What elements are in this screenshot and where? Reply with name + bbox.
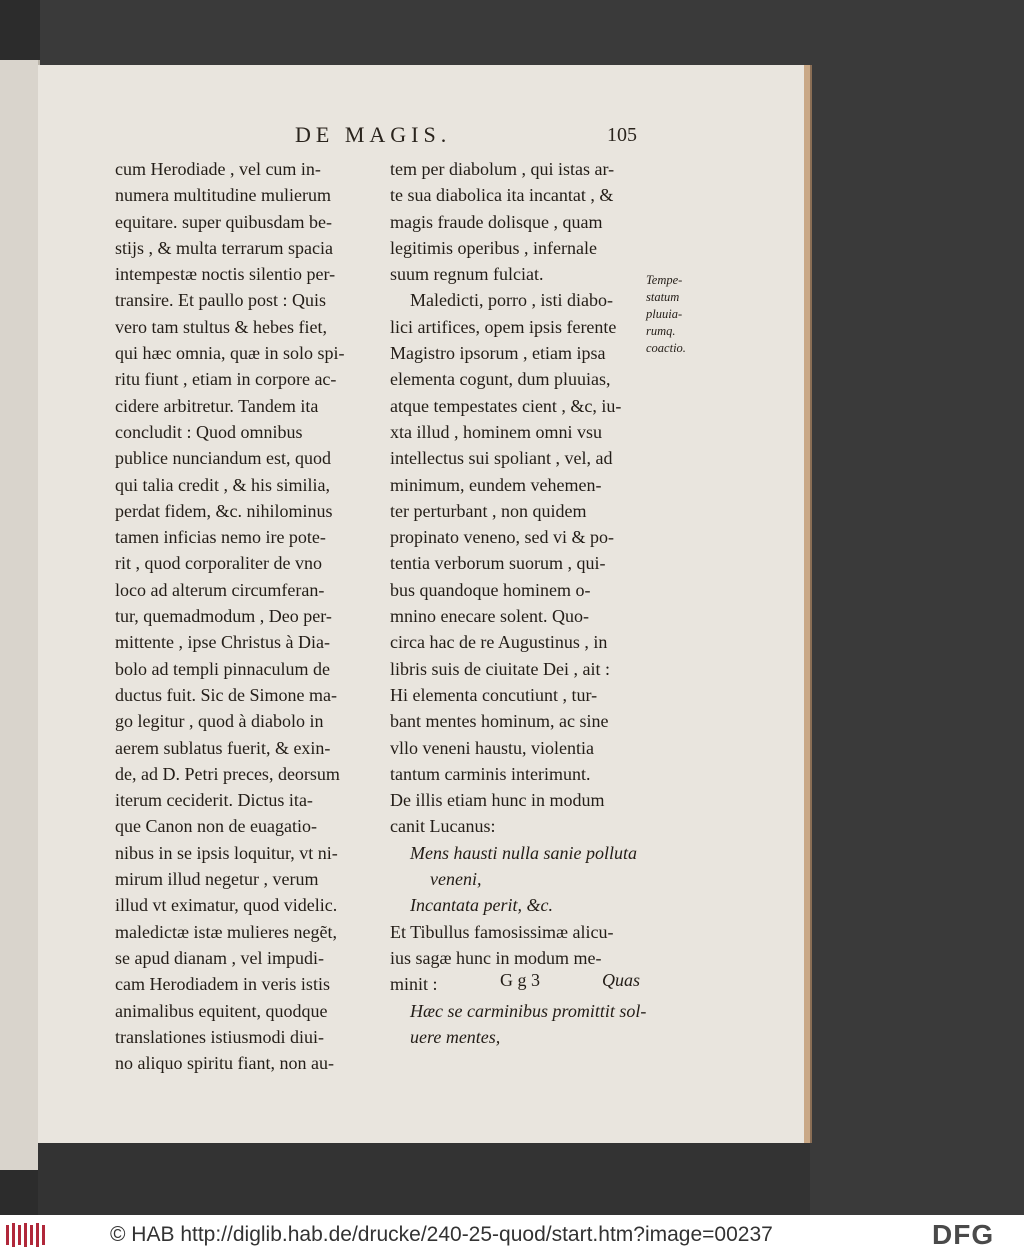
text-line: propinato veneno, sed vi & po- xyxy=(390,527,614,548)
text-line: Maledicti, porro , isti diabo- xyxy=(410,290,613,311)
text-line: maledictæ istæ mulieres negẽt, xyxy=(115,921,337,942)
text-line: animalibus equitent, quodque xyxy=(115,1000,328,1021)
text-line: magis fraude dolisque , quam xyxy=(390,211,603,232)
text-line: atque tempestates cient , &c, iu- xyxy=(390,395,622,416)
text-line: no aliquo spiritu fiant, non au- xyxy=(115,1053,334,1074)
text-line: minit : xyxy=(390,974,438,995)
page-shadow xyxy=(38,1143,810,1215)
text-line: se apud dianam , vel impudi- xyxy=(115,947,324,968)
signature-mark: G g 3 xyxy=(500,970,540,990)
text-line: qui hæc omnia, quæ in solo spi- xyxy=(115,343,345,364)
right-text-column xyxy=(390,156,646,1050)
text-line: qui talia credit , & his similia, xyxy=(115,474,330,495)
text-line: nibus in se ipsis loquitur, vt ni- xyxy=(115,842,338,863)
text-line: bant mentes hominum, ac sine xyxy=(390,711,609,732)
hab-logo-icon xyxy=(4,1221,46,1249)
text-line: aerem sublatus fuerit, & exin- xyxy=(115,737,331,758)
text-line: ter perturbant , non quidem xyxy=(390,500,587,521)
running-head: DE MAGIS. xyxy=(295,122,452,147)
text-line: te sua diabolica ita incantat , & xyxy=(390,185,614,206)
left-text-column xyxy=(115,156,345,1076)
text-line: iterum ceciderit. Dictus ita- xyxy=(115,790,313,811)
text-line: Et Tibullus famosissimæ alicu- xyxy=(390,921,614,942)
text-line: tantum carminis interimunt. xyxy=(390,763,591,784)
text-line: cam Herodiadem in veris istis xyxy=(115,974,330,995)
text-line: vllo veneni haustu, violentia xyxy=(390,737,594,758)
text-line: minimum, eundem vehemen- xyxy=(390,474,602,495)
text-line: illud vt eximatur, quod videlic. xyxy=(115,895,338,916)
text-line: de, ad D. Petri preces, deorsum xyxy=(115,763,340,784)
text-line: intellectus sui spoliant , vel, ad xyxy=(390,448,613,469)
marginal-note-line: rumq. xyxy=(646,324,676,338)
text-line: Hi elementa concutiunt , tur- xyxy=(390,684,598,705)
text-line: Incantata perit, &c. xyxy=(410,895,553,916)
text-line: cum Herodiade , vel cum in- xyxy=(115,159,321,179)
text-line: libris suis de ciuitate Dei , ait : xyxy=(390,658,610,679)
text-line: ritu fiunt , etiam in corpore ac- xyxy=(115,369,337,390)
footer-bar xyxy=(0,1215,1024,1255)
text-line: bus quandoque hominem o- xyxy=(390,579,591,600)
text-line: bolo ad templi pinnaculum de xyxy=(115,658,330,679)
text-line: tur, quemadmodum , Deo per- xyxy=(115,606,332,627)
text-line: equitare. super quibusdam be- xyxy=(115,211,332,232)
marginal-note-line: coactio. xyxy=(646,341,686,355)
text-line: De illis etiam hunc in modum xyxy=(390,790,605,811)
text-line: translationes istiusmodi diui- xyxy=(115,1026,324,1047)
text-line: publice nunciandum est, quod xyxy=(115,448,331,469)
text-line: xta illud , hominem omni vsu xyxy=(390,421,602,442)
text-line: mittente , ipse Christus à Dia- xyxy=(115,632,330,653)
text-line: circa hac de re Augustinus , in xyxy=(390,632,608,653)
text-line: legitimis operibus , infernale xyxy=(390,237,597,258)
text-line: ductus fuit. Sic de Simone ma- xyxy=(115,684,337,705)
text-line: Mens hausti nulla sanie polluta xyxy=(410,842,637,863)
text-line: concludit : Quod omnibus xyxy=(115,421,303,442)
marginal-note xyxy=(646,272,686,357)
previous-page-edge xyxy=(0,60,40,1170)
text-line: vero tam stultus & hebes fiet, xyxy=(115,316,327,337)
text-line: lici artifices, opem ipsis ferente xyxy=(390,316,617,337)
text-line: numera multitudine mulierum xyxy=(115,185,331,206)
text-line: que Canon non de euagatio- xyxy=(115,816,317,837)
page-number: 105 xyxy=(607,124,637,146)
text-line: go legitur , quod à diabolo in xyxy=(115,711,324,732)
text-line: mirum illud negetur , verum xyxy=(115,869,319,890)
text-line: veneni, xyxy=(430,869,482,890)
text-line: tentia verborum suorum , qui- xyxy=(390,553,606,574)
catchword: Quas xyxy=(602,970,641,990)
text-line: stijs , & multa terrarum spacia xyxy=(115,237,333,258)
text-line: cidere arbitretur. Tandem ita xyxy=(115,395,319,416)
text-line: suum regnum fulciat. xyxy=(390,264,544,285)
text-line: ius sagæ hunc in modum me- xyxy=(390,947,602,968)
text-line: perdat fidem, &c. nihilominus xyxy=(115,500,333,521)
copyright-link[interactable]: © HAB http://diglib.hab.de/drucke/240-25-quod/start.htm?image=00237 xyxy=(110,1223,773,1246)
text-line: transire. Et paullo post : Quis xyxy=(115,290,326,311)
text-line: intempestæ noctis silentio per- xyxy=(115,264,336,285)
marginal-note-line: pluuia- xyxy=(646,307,683,321)
marginal-note-line: Tempe- xyxy=(646,273,683,287)
text-line: Magistro ipsorum , etiam ipsa xyxy=(390,343,606,364)
text-line: tamen inficias nemo ire pote- xyxy=(115,527,326,548)
marginal-note-line: statum xyxy=(646,290,680,304)
text-line: tem per diabolum , qui istas ar- xyxy=(390,159,615,179)
text-line: elementa cogunt, dum pluuias, xyxy=(390,369,611,390)
text-line: canit Lucanus: xyxy=(390,816,496,837)
dfg-logo: DFG xyxy=(932,1219,995,1250)
text-line: mnino enecare solent. Quo- xyxy=(390,606,589,627)
text-line: uere mentes, xyxy=(410,1026,501,1047)
text-line: Hæc se carminibus promittit sol- xyxy=(410,1000,647,1021)
text-line: rit , quod corporaliter de vno xyxy=(115,553,322,574)
text-line: loco ad alterum circumferan- xyxy=(115,579,325,600)
